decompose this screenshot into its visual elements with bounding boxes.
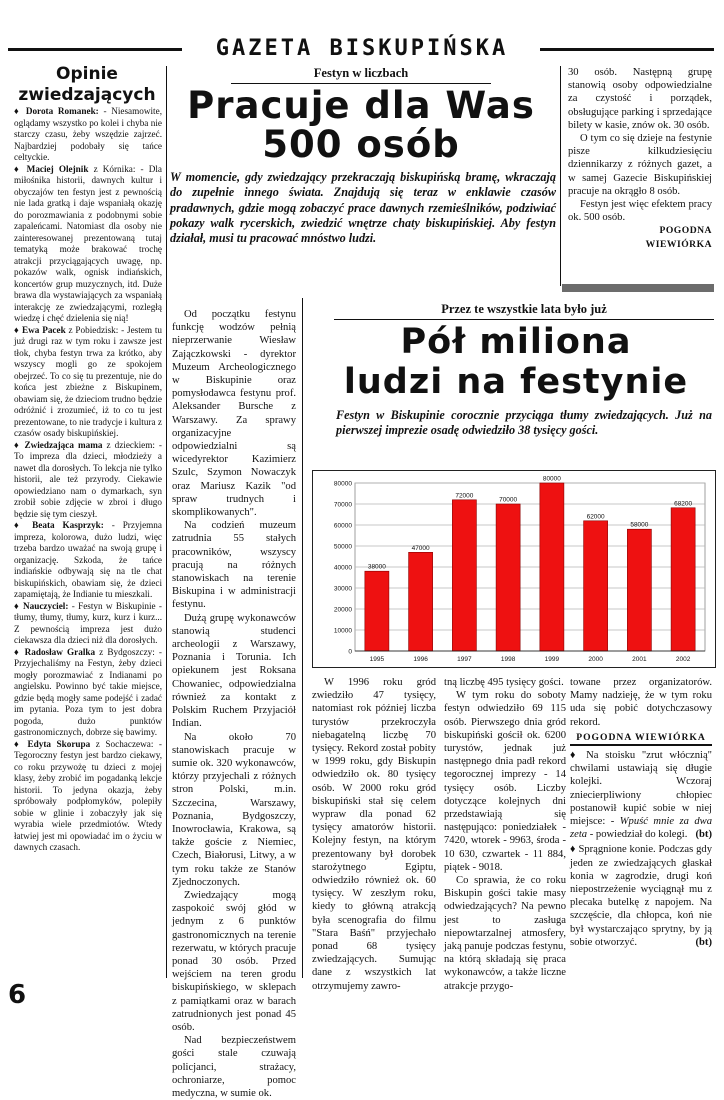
y-tick-label: 20000 xyxy=(333,606,352,614)
article2-body-col-3 xyxy=(570,676,712,976)
body-paragraph: Co sprawia, że co roku Biskupin gości takie masy odwiedzających? Na pewno jest to zasługa niepowtarzalnej atmosfery, jaką panuje podczas festynu, na którą składają się praca wykonawców, a także liczne atrakcje przygo- xyxy=(444,875,566,992)
data-label: 58000 xyxy=(630,521,649,529)
y-tick-label: 40000 xyxy=(333,564,352,572)
masthead-rule-left xyxy=(8,48,182,51)
article1-headline xyxy=(168,86,554,164)
diamond-bullet-icon: ♦ xyxy=(14,738,28,749)
opinion-author: Ewa Pacek xyxy=(22,324,66,335)
sidebar-title xyxy=(14,64,160,106)
diamond-bullet-icon: ♦ xyxy=(14,600,23,611)
opinion-text: - Niesamowite, oglądamy wszystko po kolei i chyba nie starczy czasu, żeby wszędzie zajrzeć. Najbardziej podobały się tańce celtyckie. xyxy=(14,106,162,162)
y-tick-label: 50000 xyxy=(333,543,352,551)
body-paragraph: Od początku festynu funkcję wodzów pełnią nieprzerwanie Wiesław Zajączkowski - dyrektor Muzeum Archeologicznego w Biskupinie oraz pomysłodawca festynu prof. Aleksander Bursche z Warszawy. Za sprawy organizacyjne odpowiedzialni są wicedyrektor Kazimierz Szulc, Szymon Nowaczyk oraz Mariusz Kazik "od spraw trudnych i skomplikowanych". xyxy=(172,309,296,519)
data-label: 70000 xyxy=(499,496,518,504)
data-label: 62000 xyxy=(586,513,605,521)
column-divider xyxy=(560,66,561,286)
y-tick-label: 30000 xyxy=(333,585,352,593)
diamond-bullet-icon: ♦ xyxy=(14,439,25,450)
opinion-author: Zwiedzająca mama xyxy=(24,439,103,450)
opinion-text: z Sochaczewa: - Tegoroczny festyn jest bardzo ciekawy, co roku przywożę tu dzieci z mojej klasy, żeby zrobić im pogadanką lekcje historii. To jedyna okazja, żeby spróbowały podpłomyków, polepiły sobie w glinie i zobaczyły jak się wyrabia wiele przedmiotów. Wtedy łatwiej jest mi opowiadać im o życiu w dawnych czasach. xyxy=(14,738,162,852)
opinion-item xyxy=(14,520,162,601)
opinion-text: z Pobiedzisk: - Jestem tu już drugi raz w tym roku i zawsze jest tłok, chyba festyn trwa za krótko, aby wszyscy mogli go ze spokojem obejrzeć. To co się tu prezentuje, nie do końca jest zbieżne z Biskupinem, obawiam się, że dzieciom trudno będzie odróżnić i zrozumieć, iż to co tu jest prezentowane, to nie tradycje i kultura z czasów osady biskupińskiej. xyxy=(14,324,162,438)
news-text-end: - powiedział do kolegi. xyxy=(587,829,688,841)
body-paragraph: Na około 70 stanowiskach pracuje w sumie ok. 320 wykonawców, którzy przyjechali z różnych stron Polski, m.in. Szczecina, Warszawy, Poznania, Bydgoszczy, Inowrocławia, Krakowa, są także goście z Niemiec, Czech, Białorusi, Litwy, a w tym roku także ze Stanów Zjednoczonych. xyxy=(172,731,296,888)
opinion-item xyxy=(14,164,162,325)
body-paragraph: Zwiedzający mogą zaspokoić swój głód w jednym z 6 punktów gastronomicznych na terenie rezerwatu, w których pracuje ponad 30 osób. Przed wejściem na teren grodu biskupińskiego, w sklepach z pamiątkami oraz w barach zatrudnionych jest ponad 45 osób. xyxy=(172,889,296,1033)
article2-lead: Festyn w Biskupinie corocznie przyciąga tłumy zwiedzających. Już na pierwszej imprezie osadę odwiedziło 38 tysięcy gości. xyxy=(336,408,712,437)
x-tick-label: 1998 xyxy=(500,656,516,663)
column-divider xyxy=(166,66,167,978)
body-paragraph: 30 osób. Następną grupę stanowią osoby odpowiedzialne za czystość i porządek, obsługujące parking i sprzedające bilety w kasie, znów ok. 30 osób. xyxy=(568,67,712,131)
diamond-bullet-icon: ♦ xyxy=(570,750,587,762)
bar-2001 xyxy=(627,529,651,651)
body-paragraph: Dużą grupę wykonawców stanowią studenci archeologii z Warszawy, Poznania i Torunia. Ich opiekunem jest Roksana Chowaniec, odpowiedzialna również za kontakt z Polskim Ruchem Przyjaciół Indian. xyxy=(172,612,296,730)
opinion-text: - Przyjemna impreza, kolorowa, dużo ludzi, więc trzeba bardzo uważać na swoją grupę i organizację. Szkoda, że tańce indiańskie odbywają się na tle chat biskupińskich, obawiam się, że dzieci zapamiętają, że Indianie tu mieszkali. xyxy=(14,520,162,599)
article1-body-col-b xyxy=(568,66,712,282)
diamond-bullet-icon: ♦ xyxy=(14,646,25,657)
sidebar-title-line2: zwiedzających xyxy=(18,85,156,105)
article2-headline-line1: Pół miliona xyxy=(400,322,632,362)
bar-1997 xyxy=(452,500,476,651)
article2-body-col-2 xyxy=(444,676,566,992)
masthead-title: GAZETA BISKUPIŃSKA xyxy=(215,36,509,61)
bar-1995 xyxy=(365,571,389,651)
data-label: 68200 xyxy=(674,500,693,508)
bar-1999 xyxy=(540,483,564,651)
bar-2000 xyxy=(584,521,608,651)
body-paragraph: Na codzień muzeum zatrudnia 55 stałych pracowników, wszyscy pracują na różnych stanowiskach na terenie Biskupina i w administracji festynu. xyxy=(172,520,296,611)
opinion-author: Beata Kasprzyk: xyxy=(32,520,104,530)
y-tick-label: 0 xyxy=(348,648,352,656)
opinion-item xyxy=(14,601,162,647)
news-item xyxy=(570,843,712,949)
sidebar-title-line1: Opinie xyxy=(56,64,118,84)
article1-signature-line2: WIEWIÓRKA xyxy=(645,238,712,250)
x-tick-label: 1997 xyxy=(457,656,472,663)
data-label: 38000 xyxy=(367,563,386,571)
sidebar-opinions xyxy=(14,106,162,978)
x-tick-label: 1996 xyxy=(413,656,428,663)
data-label: 72000 xyxy=(455,492,474,500)
article2-body-col-1: W 1996 roku gród zwiedziło 47 tysięcy, natomiast rok później liczba turystów przekroczyła niebagatelną liczbę 70 tysięcy. Rekord został pobity w 1999 roku, gdy Biskupin odwiedziło ok. 80 tysięcy osób. W 2000 roku gród biskupiński stał się celem wypraw dla ponad 62 tysięcy amatorów historii. Kolejny festyn, na którym prezentowany był dorobek starożytnego Egiptu, odwiedziło również ok. 60 tysięcy. W zeszłym roku, kiedy to główną atrakcją była scenografia do filmu "Stara Baśń" przyjechało ponad 68 tysięcy zwiedzających. Sumując dane z wszystkich lat otrzymujemy zawro- xyxy=(312,677,436,992)
article2-headline-line2: ludzi na festynie xyxy=(343,362,689,402)
diamond-bullet-icon: ♦ xyxy=(14,106,26,116)
news-quote: Wpuść mnie za dwa zeta xyxy=(570,816,712,841)
opinion-author: Nauczyciel: xyxy=(23,600,69,611)
bar-2002 xyxy=(671,508,695,651)
x-tick-label: 2002 xyxy=(675,656,691,663)
article2-col3-text: towane przez organizatorów. Mamy nadzieję, że w tym roku uda się pobić dotychczasowy rekord. xyxy=(570,677,712,728)
x-tick-label: 1999 xyxy=(544,656,560,663)
x-tick-label: 1995 xyxy=(369,656,385,663)
page-number: 6 xyxy=(8,980,27,1010)
body-paragraph: Nad bezpieczeństwem gości stale czuwają policjanci, strażacy, ochroniarze, pomoc medyczna, w sumie ok. xyxy=(172,1035,296,1099)
chart-canvas xyxy=(313,471,715,667)
opinion-text: - Festyn w Biskupinie - tłumy, tłumy, tłumy, kurz, kurz i kurz... Z pewnością impreza jest dużo ciekawsza dla dzieci niż dla dorosłych. xyxy=(14,600,162,645)
data-label: 47000 xyxy=(411,544,430,552)
article2-signature: POGODNA WIEWIÓRKA xyxy=(570,731,712,746)
news-signature: (bt) xyxy=(695,936,712,948)
diamond-bullet-icon: ♦ xyxy=(570,844,579,856)
news-text: Sprągnione konie. Podczas gdy jeden ze zwiedzających głaskał konia w zagrodzie, drugi koń niepostrzeżenie wyciągnął mu z plecaka butelkę z napojem. Na szczęście, dla chłopca, koń nie był wystarczająco sprytny, by ją sobie otworzyć. xyxy=(570,844,712,948)
masthead-rule-right xyxy=(540,48,714,51)
y-tick-label: 80000 xyxy=(333,480,352,488)
opinion-text: z Bydgoszczy: - Przyjechaliśmy na Festyn, żeby dzieci mogły porozmawiać z Indianami po angielsku. Powinno być takie miejsce, gdzie będą mogły same podejść i zadać im pytania. Poza tym to jest dobra pogoda, dużo punktów gastronomicznych, dobrze się bawimy. xyxy=(14,646,162,737)
diamond-bullet-icon: ♦ xyxy=(14,324,23,335)
article1-lead: W momencie, gdy zwiedzający przekraczają biskupińską bramę, wkraczają do zupełnie innego świata. Znajdują się teraz w enklawie czasów pradawnych, gdzie mogą zobaczyć prace dawnych rzemieślników, podziwiać pokazy walk rycerskich, zwiedzić wnętrze chaty biskupińskiej. Aby festyn działał, musi tu pracować mnóstwo ludzi. xyxy=(170,170,556,246)
bar-1998 xyxy=(496,504,520,651)
body-paragraph: Festyn jest więc efektem pracy ok. 500 osób. xyxy=(568,199,712,224)
section-separator xyxy=(562,284,714,292)
diamond-bullet-icon: ♦ xyxy=(14,520,33,530)
x-tick-label: 2000 xyxy=(588,656,603,663)
opinion-author: Edyta Skorupa xyxy=(27,738,91,749)
article1-kicker: Festyn w liczbach xyxy=(168,66,554,84)
opinion-item xyxy=(14,106,162,164)
y-tick-label: 70000 xyxy=(333,501,352,509)
body-paragraph: O tym co się dzieje na festynie pisze kilkudziesięciu dziennikarzy z różnych gazet, a w samej Gazecie Biskupińskiej pracuje na okrągło 8 osób. xyxy=(568,133,712,197)
opinion-item xyxy=(14,647,162,739)
news-text: Na stoisku "zrut włócznią" chwilami ustawiają się długie kolejki. Wczoraj zniecierpliwiony chłopiec postanowił kupić sobie w niej miejsce: - xyxy=(570,750,712,828)
news-item xyxy=(570,749,712,841)
column-divider xyxy=(302,298,303,978)
article2-kicker: Przez te wszystkie lata było już xyxy=(334,302,714,320)
visitors-bar-chart xyxy=(312,470,716,668)
body-paragraph: W tym roku do soboty festyn odwiedziło 69 115 osób. Pierwszego dnia gród biskupiński gościł ok. 6200 turystów, jednak już następnego dnia padł rekord tegorocznej imprezy - 14 tysięcy osób. Liczby dotyczące kolejnych dni przedstawiają się następująco: poniedziałek - 7420, wtorek - 9963, środa - 10 630, czwartek - 11 884, piątek - 9018. xyxy=(444,690,566,873)
opinion-author: Radosław Gralka xyxy=(24,646,96,657)
article1-headline-line1: Pracuje dla Was xyxy=(187,84,535,127)
opinion-item xyxy=(14,325,162,440)
opinion-item xyxy=(14,440,162,521)
opinion-author: Maciej Olejnik xyxy=(26,163,89,174)
y-tick-label: 60000 xyxy=(333,522,352,530)
opinion-author: Dorota Romanek: xyxy=(25,106,99,116)
article2-headline xyxy=(316,322,716,402)
opinion-item xyxy=(14,739,162,854)
opinion-text: z Kórnika: - Dla miłośnika historii, dawnych kultur i obyczajów ten festyn jest z pewnością nie lada gratką i daje wspaniałą okazję do porozmawiania z podobnymi sobie zapaleńcami. Natomiast dla osoby nie zainteresowanej prezentowaną tutaj tematyką może brakować trochę atrakcji przyciągających uwagę, np. pokazów walk, ognisk indiańskich, koncertów grup muzycznych, itd. Duże brawa dla wystawiających za wspaniałą interakcję ze zwiedzającymi, rozległą wiedzę i chęć dzielenia się nią! xyxy=(14,163,162,323)
bar-1996 xyxy=(409,552,433,651)
y-tick-label: 10000 xyxy=(333,627,352,635)
x-tick-label: 2001 xyxy=(632,656,647,663)
article1-body-col-a xyxy=(172,308,296,1099)
article1-signature-line1: POGODNA xyxy=(659,225,712,237)
article1-headline-line2: 500 osób xyxy=(262,123,460,166)
diamond-bullet-icon: ♦ xyxy=(14,163,27,174)
body-paragraph: tną liczbę 495 tysięcy gości. xyxy=(444,677,564,688)
news-signature: (bt) xyxy=(695,829,712,841)
news-items xyxy=(570,749,712,949)
data-label: 80000 xyxy=(542,475,561,483)
opinion-text: z dzieckiem: - To impreza dla dzieci, młodzieży a nawet dla dorosłych. To lekcja nie tylko historii, ale też przyrody. Ciekawie opowiedziano nam o dymarkach, syn zrobił sobie zdjęcie w zbroi i długo będzie się tym cieszył. xyxy=(14,439,162,519)
masthead xyxy=(0,36,724,62)
